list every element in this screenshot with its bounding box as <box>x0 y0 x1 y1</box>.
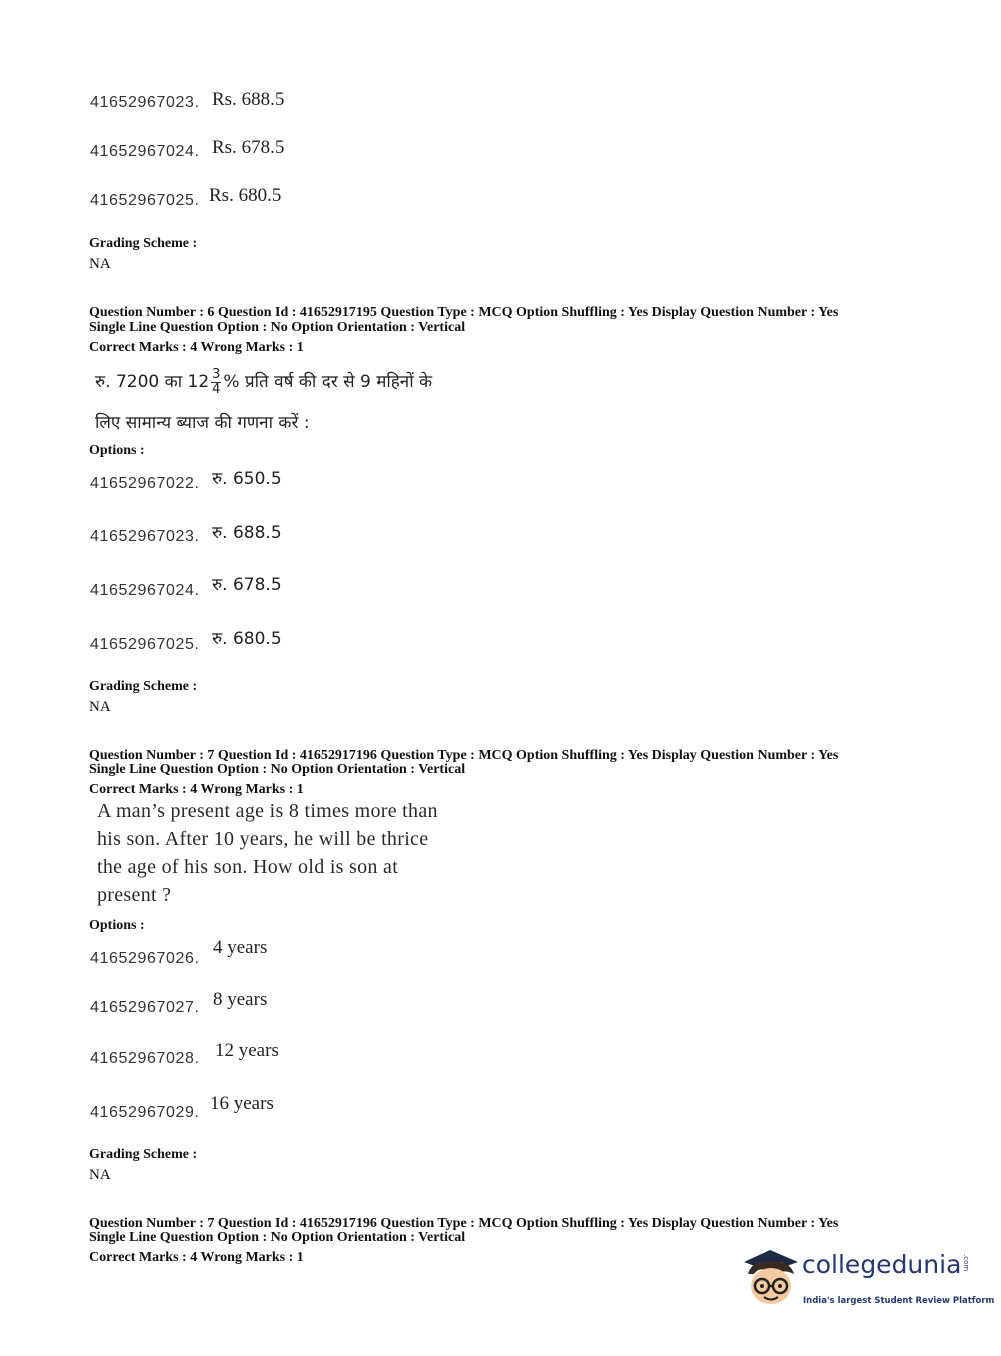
grading-scheme-value: NA <box>89 699 111 715</box>
option-id: 41652967024. <box>90 582 200 599</box>
option-text: 4 years <box>213 937 268 958</box>
option-text: Rs. 680.5 <box>209 185 282 206</box>
option-id: 41652967025. <box>90 636 200 653</box>
option-text: रु. 650.5 <box>212 469 282 489</box>
grading-scheme-value: NA <box>89 256 111 272</box>
option-text: 16 years <box>210 1093 274 1114</box>
question-text-line: लिए सामान्य ब्याज की गणना करें : <box>95 413 310 433</box>
option-id: 41652967023. <box>90 94 200 111</box>
option-text: 12 years <box>215 1040 279 1061</box>
question-text-line: present ? <box>97 884 172 906</box>
fraction: $\frac{3}{4}$ <box>212 366 221 397</box>
option-id: 41652967025. <box>90 192 200 209</box>
question-header-options: Single Line Question Option : No Option Orientation : Vertical <box>89 1230 466 1245</box>
question-marks: Correct Marks : 4 Wrong Marks : 1 <box>89 340 304 355</box>
question-text-line: रु. 7200 का 12 $\frac{3}{4}$ % प्रति वर्ष की दर से 9 महिनों के <box>95 366 433 397</box>
logo-tagline: India's largest Student Review Platform <box>803 1296 995 1306</box>
grading-scheme-value: NA <box>89 1167 111 1183</box>
option-text: Rs. 688.5 <box>212 89 285 110</box>
option-id: 41652967029. <box>90 1104 200 1121</box>
option-text: रु. 680.5 <box>212 629 282 649</box>
option-id: 41652967024. <box>90 143 200 160</box>
grading-scheme-label: Grading Scheme : <box>89 679 198 694</box>
question-header-options: Single Line Question Option : No Option Orientation : Vertical <box>89 762 466 777</box>
option-text: रु. 678.5 <box>212 575 282 595</box>
question-header: Question Number : 7 Question Id : 41652917196 Question Type : MCQ Option Shuffling : Yes Display Question Number : Yes <box>89 1216 839 1231</box>
question-header: Question Number : 6 Question Id : 41652917195 Question Type : MCQ Option Shuffling : Yes Display Question Number : Yes <box>89 305 839 320</box>
option-text: रु. 688.5 <box>212 523 282 543</box>
options-label: Options : <box>89 443 145 458</box>
grading-scheme-label: Grading Scheme : <box>89 236 198 251</box>
collegedunia-logo <box>740 1248 995 1312</box>
option-id: 41652967027. <box>90 999 200 1016</box>
question-marks: Correct Marks : 4 Wrong Marks : 1 <box>89 1250 304 1265</box>
options-label: Options : <box>89 918 145 933</box>
option-id: 41652967023. <box>90 528 200 545</box>
question-header: Question Number : 7 Question Id : 41652917196 Question Type : MCQ Option Shuffling : Yes Display Question Number : Yes <box>89 748 839 763</box>
logo-wordmark: collegedunia <box>802 1250 962 1279</box>
question-marks: Correct Marks : 4 Wrong Marks : 1 <box>89 782 304 797</box>
question-text-line: A man’s present age is 8 times more than <box>97 800 438 822</box>
option-text: Rs. 678.5 <box>212 137 285 158</box>
logo-domain: .com <box>962 1254 970 1272</box>
grading-scheme-label: Grading Scheme : <box>89 1147 198 1162</box>
question-header-options: Single Line Question Option : No Option Orientation : Vertical <box>89 320 466 335</box>
question-text-line: the age of his son. How old is son at <box>97 856 399 878</box>
option-id: 41652967026. <box>90 950 200 967</box>
mascot-icon <box>740 1248 802 1312</box>
option-id: 41652967022. <box>90 475 200 492</box>
option-id: 41652967028. <box>90 1050 200 1067</box>
question-text-line: his son. After 10 years, he will be thrice <box>97 828 429 850</box>
option-text: 8 years <box>213 989 268 1010</box>
